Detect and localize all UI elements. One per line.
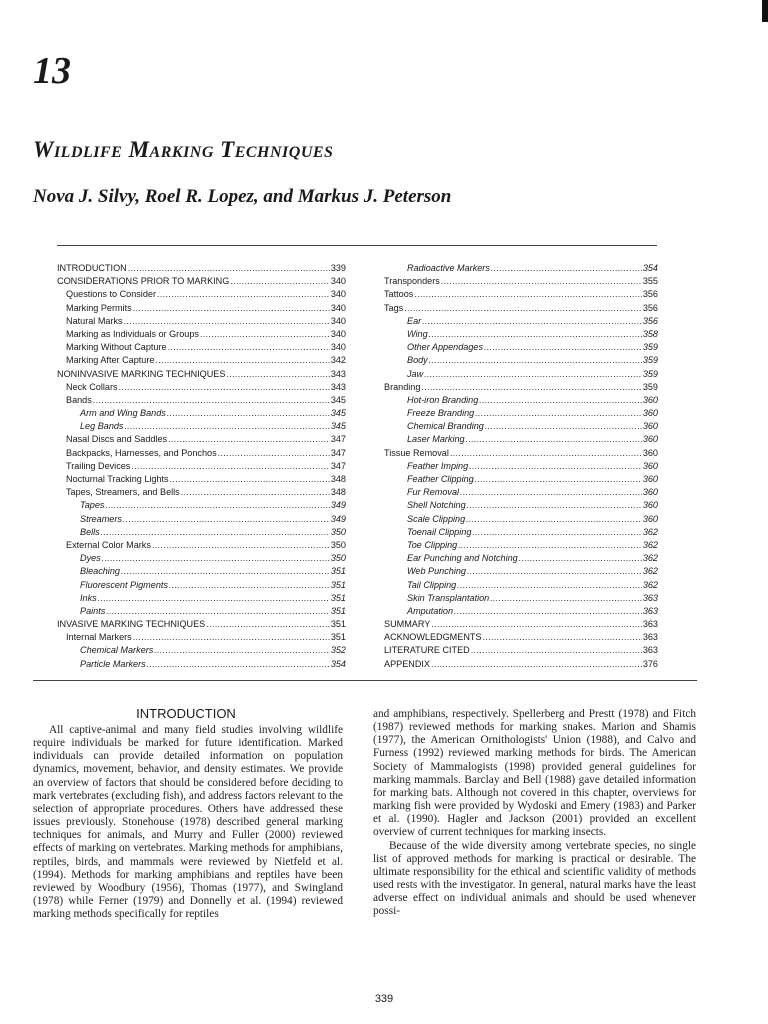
toc-entry xyxy=(384,605,658,618)
body-right-column xyxy=(373,708,696,919)
toc-entry xyxy=(57,631,346,644)
toc-entry-label: Radioactive Markers xyxy=(407,263,490,273)
toc-entry xyxy=(57,618,346,631)
toc-leader-dots xyxy=(484,341,642,354)
toc-entry-label: LITERATURE CITED xyxy=(384,645,470,656)
toc-entry-label: Trailing Devices xyxy=(66,460,131,471)
toc-entry-page: 360 xyxy=(642,421,658,432)
toc-entry-page: 360 xyxy=(642,408,658,419)
toc-entry-page: 360 xyxy=(642,487,658,498)
toc-leader-dots xyxy=(475,473,642,486)
toc-entry-page: 348 xyxy=(330,487,346,498)
toc-entry xyxy=(384,513,658,526)
toc-entry-label: Bleaching xyxy=(80,566,120,577)
toc-leader-dots xyxy=(131,460,329,473)
toc-entry-label: Streamers xyxy=(80,513,122,524)
toc-entry xyxy=(384,262,658,275)
toc-entry xyxy=(57,302,346,315)
toc-leader-dots xyxy=(479,394,642,407)
toc-leader-dots xyxy=(429,328,642,341)
toc-entry-label: Marking After Capture xyxy=(66,355,155,366)
toc-entry xyxy=(57,315,346,328)
toc-entry xyxy=(384,288,658,301)
toc-entry-page: 347 xyxy=(330,447,346,458)
toc-entry-label: Hot-iron Branding xyxy=(407,394,479,405)
toc-entry xyxy=(384,631,658,644)
toc-leader-dots xyxy=(124,420,329,433)
toc-entry xyxy=(57,354,346,367)
toc-entry-label: Neck Collars xyxy=(66,381,118,392)
toc-leader-dots xyxy=(168,341,330,354)
toc-entry-page: 359 xyxy=(642,381,658,392)
toc-entry xyxy=(57,420,346,433)
toc-entry xyxy=(384,526,658,539)
toc-entry-label: Freeze Branding xyxy=(407,408,475,419)
toc-entry-label: Chemical Markers xyxy=(80,645,154,656)
toc-entry-page: 352 xyxy=(330,645,346,656)
toc-entry-page: 351 xyxy=(330,592,346,603)
toc-leader-dots xyxy=(466,513,642,526)
toc-entry xyxy=(384,539,658,552)
toc-leader-dots xyxy=(429,354,642,367)
toc-entry-page: 350 xyxy=(330,526,346,537)
scan-edge-mark xyxy=(762,0,768,22)
body-left-column xyxy=(33,724,343,921)
body-paragraph: All captive-animal and many field studies involving wildlife require individuals be marked for future identification. Marked individuals can provide detailed information on population dynamics, movement, behavior, and density estimates. We provide an overview of factors that should be considered before deciding to mark vertebrates (excluding fish), and address factors relevant to the selection of appropriate procedures. Others have addressed these issues previously. Stonehouse (1978) described general marking techniques for animals, and Murry and Fuller (2000) reviewed effects of marking on vertebrates. Marking methods for amphibians, reptiles, birds, and mammals were reviewed by Nietfeld et al. (1994). Methods for marking amphibians and reptiles have been reviewed by Woodbury (1956), Thomas (1977), and Swingland (1978) while Ferner (1979) and Donnelly et al. (1994) reviewed marking methods specifically for reptiles xyxy=(33,724,343,921)
toc-entry-page: 345 xyxy=(330,421,346,432)
toc-leader-dots xyxy=(101,526,330,539)
toc-entry-page: 363 xyxy=(642,592,658,603)
toc-leader-dots xyxy=(414,288,641,301)
toc-entry-label: Nasal Discs and Saddles xyxy=(66,434,168,445)
toc-entry-label: Tapes, Streamers, and Bells xyxy=(66,487,180,498)
toc-entry xyxy=(384,420,658,433)
toc-entry-page: 363 xyxy=(642,632,658,643)
toc-entry xyxy=(57,368,346,381)
toc-entry-label: Body xyxy=(407,355,428,366)
toc-entry-page: 362 xyxy=(642,579,658,590)
toc-entry xyxy=(384,407,658,420)
toc-entry xyxy=(384,328,658,341)
toc-entry xyxy=(57,341,346,354)
toc-entry xyxy=(384,579,658,592)
toc-entry-label: Toe Clipping xyxy=(407,539,458,550)
toc-entry-label: Tattoos xyxy=(384,289,414,300)
body-paragraph: Because of the wide diversity among vertebrate species, no single list of approved methods for marking is practical or desirable. The ultimate responsibility for the ethical and scientific validity of methods used rests with the investigator. In general, natural marks have the least adverse effect on individual animals and should be used whenever possi- xyxy=(373,839,696,918)
toc-entry-page: 349 xyxy=(330,513,346,524)
toc-entry-label: ACKNOWLEDGMENTS xyxy=(384,632,482,643)
toc-leader-dots xyxy=(181,486,330,499)
toc-entry-label: Scale Clipping xyxy=(407,513,466,524)
toc-left-column xyxy=(57,262,346,671)
toc-entry-label: Tail Clipping xyxy=(407,579,457,590)
toc-entry-page: 350 xyxy=(330,539,346,550)
toc-entry-label: APPENDIX xyxy=(384,658,430,669)
toc-leader-dots xyxy=(485,420,642,433)
toc-entry-label: Bells xyxy=(80,526,100,537)
toc-leader-dots xyxy=(157,288,330,301)
toc-leader-dots xyxy=(124,315,330,328)
section-heading-introduction: INTRODUCTION xyxy=(136,706,236,721)
toc-leader-dots xyxy=(431,618,641,631)
toc-entry-page: 356 xyxy=(642,315,658,326)
toc-leader-dots xyxy=(467,565,642,578)
toc-entry-page: 343 xyxy=(330,381,346,392)
toc-entry-label: CONSIDERATIONS PRIOR TO MARKING xyxy=(57,276,230,287)
toc-entry-label: INVASIVE MARKING TECHNIQUES xyxy=(57,619,206,630)
toc-entry-page: 359 xyxy=(642,342,658,353)
toc-entry-page: 340 xyxy=(330,302,346,313)
toc-entry xyxy=(384,447,658,460)
toc-entry-label: Marking Without Capture xyxy=(66,342,167,353)
toc-entry-label: Fluorescent Pigments xyxy=(80,579,168,590)
toc-leader-dots xyxy=(123,513,330,526)
chapter-number: 13 xyxy=(33,50,71,92)
toc-leader-dots xyxy=(490,592,642,605)
toc-entry-page: 343 xyxy=(330,368,346,379)
toc-leader-dots xyxy=(458,539,642,552)
toc-entry-label: Natural Marks xyxy=(66,315,123,326)
toc-leader-dots xyxy=(106,605,330,618)
toc-entry xyxy=(384,486,658,499)
toc-entry-page: 360 xyxy=(642,474,658,484)
toc-entry xyxy=(384,565,658,578)
toc-entry-page: 360 xyxy=(642,460,658,471)
toc-leader-dots xyxy=(404,302,642,315)
toc-entry-label: Tags xyxy=(384,302,404,313)
toc-entry-label: Questions to Consider xyxy=(66,289,156,300)
toc-entry-label: Branding xyxy=(384,381,421,392)
toc-entry-label: Jaw xyxy=(407,368,424,379)
toc-entry xyxy=(384,341,658,354)
toc-entry-label: Backpacks, Harnesses, and Ponchos xyxy=(66,447,217,458)
toc-entry-page: 356 xyxy=(642,289,658,300)
toc-entry-page: 342 xyxy=(330,355,346,366)
toc-leader-dots xyxy=(119,381,330,394)
toc-entry xyxy=(57,526,346,539)
toc-leader-dots xyxy=(457,579,642,592)
toc-entry xyxy=(384,499,658,512)
toc-entry-page: 340 xyxy=(330,289,346,300)
chapter-authors: Nova J. Silvy, Roel R. Lopez, and Markus J. Peterson xyxy=(33,186,452,207)
toc-leader-dots xyxy=(93,394,330,407)
toc-entry-label: Internal Markers xyxy=(66,632,132,643)
toc-leader-dots xyxy=(155,354,329,367)
toc-entry xyxy=(57,381,346,394)
toc-leader-dots xyxy=(98,592,330,605)
toc-leader-dots xyxy=(491,262,642,275)
toc-entry-page: 345 xyxy=(330,394,346,405)
toc-entry-page: 340 xyxy=(330,315,346,326)
toc-entry xyxy=(57,579,346,592)
toc-entry-page: 363 xyxy=(642,645,658,656)
toc-entry xyxy=(384,473,658,486)
toc-entry-label: Leg Bands xyxy=(80,421,124,432)
toc-leader-dots xyxy=(167,407,330,420)
toc-entry-label: Tapes xyxy=(80,500,105,511)
toc-entry-label: SUMMARY xyxy=(384,619,431,630)
toc-leader-dots xyxy=(206,618,330,631)
toc-leader-dots xyxy=(147,658,330,671)
toc-entry xyxy=(57,473,346,486)
toc-entry-label: NONINVASIVE MARKING TECHNIQUES xyxy=(57,368,226,379)
toc-entry-page: 350 xyxy=(330,553,346,564)
toc-entry xyxy=(384,315,658,328)
toc-leader-dots xyxy=(169,579,330,592)
toc-leader-dots xyxy=(431,658,642,671)
toc-right-column xyxy=(384,262,658,671)
toc-entry-label: Feather Imping xyxy=(407,460,469,471)
toc-leader-dots xyxy=(200,328,330,341)
toc-entry xyxy=(384,460,658,473)
toc-entry xyxy=(57,658,346,671)
toc-entry-page: 351 xyxy=(330,605,346,616)
toc-leader-dots xyxy=(170,473,330,486)
toc-entry-label: Ear xyxy=(407,315,422,326)
toc-entry-page: 362 xyxy=(642,566,658,577)
toc-entry-page: 339 xyxy=(330,263,346,273)
toc-entry-page: 351 xyxy=(330,579,346,590)
toc-leader-dots xyxy=(154,644,330,657)
toc-entry xyxy=(57,447,346,460)
toc-entry xyxy=(384,394,658,407)
toc-entry-label: Nocturnal Tracking Lights xyxy=(66,474,169,484)
toc-entry-label: Skin Transplantation xyxy=(407,592,490,603)
toc-entry xyxy=(57,644,346,657)
toc-entry-page: 359 xyxy=(642,368,658,379)
toc-leader-dots xyxy=(152,539,330,552)
toc-entry xyxy=(384,552,658,565)
toc-entry xyxy=(57,513,346,526)
toc-entry-page: 354 xyxy=(330,658,346,669)
toc-leader-dots xyxy=(168,433,330,446)
toc-entry-page: 362 xyxy=(642,553,658,564)
toc-leader-dots xyxy=(422,315,642,328)
toc-entry-page: 360 xyxy=(642,447,658,458)
toc-entry-label: Toenail Clipping xyxy=(407,526,472,537)
page-number: 339 xyxy=(374,993,394,1005)
toc-entry-page: 360 xyxy=(642,500,658,511)
toc-entry-label: Marking Permits xyxy=(66,302,132,313)
toc-leader-dots xyxy=(121,565,330,578)
toc-entry-page: 363 xyxy=(642,619,658,630)
toc-entry-page: 340 xyxy=(330,276,346,287)
toc-leader-dots xyxy=(226,368,329,381)
toc-entry-page: 359 xyxy=(642,355,658,366)
toc-entry-page: 351 xyxy=(330,566,346,577)
toc-entry xyxy=(384,658,658,671)
toc-entry xyxy=(57,552,346,565)
toc-entry xyxy=(57,592,346,605)
toc-leader-dots xyxy=(102,552,330,565)
toc-entry-page: 376 xyxy=(642,658,658,669)
toc-leader-dots xyxy=(472,526,641,539)
toc-entry xyxy=(57,460,346,473)
toc-entry-label: Particle Markers xyxy=(80,658,146,669)
toc-entry xyxy=(384,368,658,381)
toc-entry-page: 349 xyxy=(330,500,346,511)
toc-entry-page: 354 xyxy=(642,263,658,273)
toc-leader-dots xyxy=(467,499,642,512)
toc-top-rule xyxy=(57,245,657,246)
toc-leader-dots xyxy=(133,302,330,315)
toc-entry xyxy=(384,644,658,657)
toc-entry xyxy=(57,539,346,552)
toc-entry-label: Inks xyxy=(80,592,97,603)
toc-entry-label: Tissue Removal xyxy=(384,447,449,458)
toc-entry-page: 362 xyxy=(642,526,658,537)
toc-entry-page: 340 xyxy=(330,342,346,353)
toc-leader-dots xyxy=(460,486,642,499)
chapter-title: Wildlife Marking Techniques xyxy=(33,137,334,162)
toc-entry-page: 356 xyxy=(642,302,658,313)
toc-entry-page: 355 xyxy=(642,276,658,287)
toc-entry-label: Marking as Individuals or Groups xyxy=(66,328,199,339)
toc-entry-label: Fur Removal xyxy=(407,487,460,498)
toc-entry xyxy=(57,433,346,446)
toc-leader-dots xyxy=(133,631,330,644)
body-paragraph: and amphibians, respectively. Spellerberg and Prestt (1978) and Fitch (1987) reviewed methods for marking snakes. Marion and Shamis (1977), the American Ornithologists' Union (1988), and Calvo and Furness (1992) reviewed marking methods for birds. The American Society of Mammalogists (1998) provided general guidelines for marking mammals. Barclay and Bell (1988) gave detailed information for marking bats. Although not covered in this chapter, overviews for marking fish were provided by Wydoski and Emery (1983) and Parker et al. (1990). Hagler and Jackson (2001) provided an excellent overview of current techniques for marking insects. xyxy=(373,708,696,839)
toc-leader-dots xyxy=(454,605,642,618)
toc-leader-dots xyxy=(230,275,330,288)
toc-entry-label: External Color Marks xyxy=(66,539,151,550)
toc-entry xyxy=(57,499,346,512)
toc-entry xyxy=(57,288,346,301)
toc-entry-page: 360 xyxy=(642,394,658,405)
toc-entry-label: Web Punching xyxy=(407,566,466,577)
toc-leader-dots xyxy=(469,460,642,473)
toc-entry-page: 358 xyxy=(642,328,658,339)
toc-entry-label: Paints xyxy=(80,605,106,616)
toc-entry-page: 360 xyxy=(642,434,658,445)
toc-entry xyxy=(57,262,346,275)
toc-leader-dots xyxy=(475,407,642,420)
toc-entry-label: Transponders xyxy=(384,276,440,287)
toc-entry-page: 351 xyxy=(330,619,346,630)
toc-entry-label: Arm and Wing Bands xyxy=(80,408,166,419)
toc-entry-page: 362 xyxy=(642,539,658,550)
toc-entry-label: Amputation xyxy=(407,605,454,616)
toc-entry-label: Other Appendages xyxy=(407,342,484,353)
toc-entry-label: Feather Clipping xyxy=(407,474,474,484)
toc-leader-dots xyxy=(421,381,641,394)
toc-entry-label: Dyes xyxy=(80,553,101,564)
toc-bottom-rule xyxy=(33,680,697,681)
toc-entry-page: 351 xyxy=(330,632,346,643)
toc-leader-dots xyxy=(466,433,642,446)
toc-entry-page: 347 xyxy=(330,434,346,445)
toc-leader-dots xyxy=(471,644,642,657)
toc-leader-dots xyxy=(128,262,330,275)
toc-leader-dots xyxy=(483,631,642,644)
toc-entry-page: 340 xyxy=(330,328,346,339)
toc-entry xyxy=(57,328,346,341)
toc-entry xyxy=(57,605,346,618)
toc-entry-page: 345 xyxy=(330,408,346,419)
toc-entry xyxy=(384,618,658,631)
toc-entry xyxy=(384,592,658,605)
toc-entry-label: Wing xyxy=(407,328,428,339)
toc-entry xyxy=(57,486,346,499)
toc-entry xyxy=(384,302,658,315)
toc-entry-label: Shell Notching xyxy=(407,500,466,511)
toc-leader-dots xyxy=(441,275,642,288)
toc-entry-page: 348 xyxy=(330,474,346,484)
toc-entry xyxy=(384,354,658,367)
toc-entry-label: INTRODUCTION xyxy=(57,263,127,273)
toc-entry-label: Laser Marking xyxy=(407,434,465,445)
toc-entry xyxy=(384,275,658,288)
toc-entry-page: 347 xyxy=(330,460,346,471)
toc-entry xyxy=(57,407,346,420)
toc-entry xyxy=(57,275,346,288)
toc-leader-dots xyxy=(424,368,642,381)
toc-entry xyxy=(384,433,658,446)
toc-leader-dots xyxy=(519,552,642,565)
toc-entry xyxy=(57,394,346,407)
toc-entry-page: 360 xyxy=(642,513,658,524)
toc-leader-dots xyxy=(218,447,330,460)
toc-entry-label: Ear Punching and Notching xyxy=(407,553,518,564)
toc-entry-page: 363 xyxy=(642,605,658,616)
toc-leader-dots xyxy=(450,447,642,460)
toc-entry-label: Bands xyxy=(66,394,92,405)
toc-entry xyxy=(384,381,658,394)
toc-entry-label: Chemical Branding xyxy=(407,421,484,432)
toc-leader-dots xyxy=(105,499,329,512)
toc-entry xyxy=(57,565,346,578)
